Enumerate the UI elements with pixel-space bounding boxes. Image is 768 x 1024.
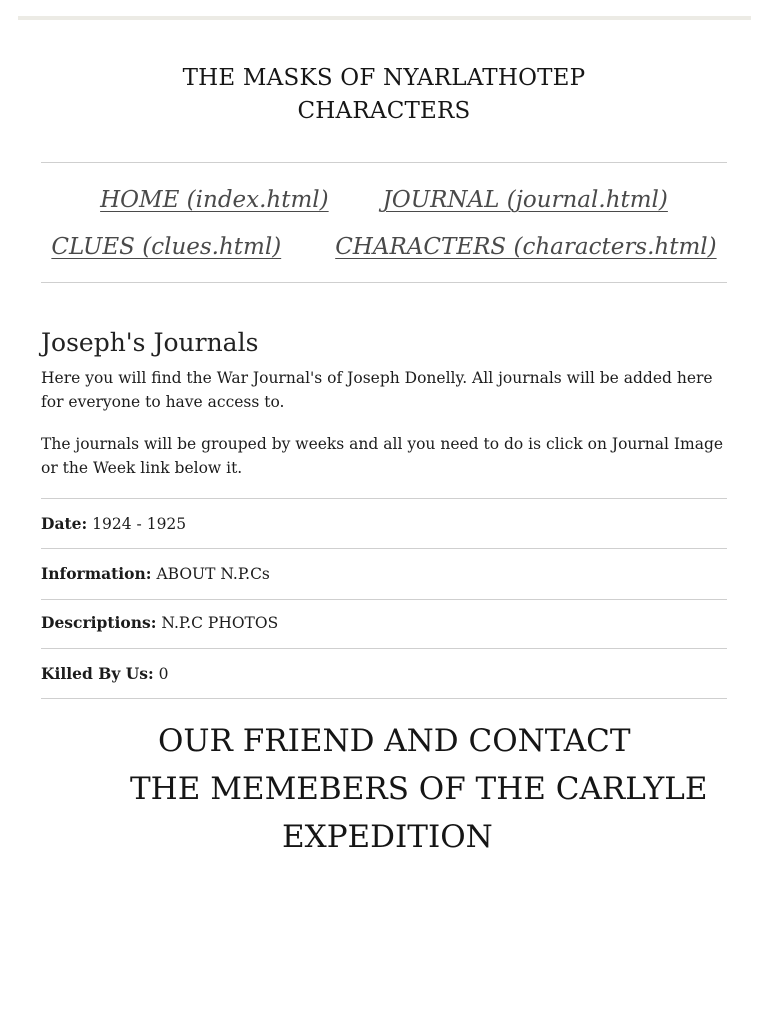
nav-row-2 — [41, 223, 727, 270]
nav-row-1 — [41, 176, 727, 223]
info-value: 0 — [158, 665, 169, 683]
nav-link-home[interactable]: HOME (index.html) — [100, 186, 329, 213]
info-row-descriptions — [41, 612, 727, 634]
info-row-killed — [41, 663, 727, 685]
info-divider-top — [41, 498, 727, 499]
info-divider — [41, 599, 727, 600]
info-row-information — [41, 563, 727, 585]
info-divider — [41, 648, 727, 649]
info-value: ABOUT N.P.Cs — [156, 565, 270, 583]
info-divider-bottom — [41, 698, 727, 699]
site-title-line1: THE MASKS OF NYARLATHOTEP — [182, 65, 586, 91]
big-heading-line3: EXPEDITION — [282, 819, 493, 855]
info-row-date — [41, 513, 727, 535]
info-label: Descriptions: — [41, 613, 157, 632]
top-divider — [18, 16, 751, 20]
site-title — [0, 62, 768, 128]
section-heading: Joseph's Journals — [41, 328, 259, 357]
nav-link-journal[interactable]: JOURNAL (journal.html) — [382, 186, 668, 213]
main-navigation — [41, 176, 727, 270]
info-divider — [41, 548, 727, 549]
info-label: Date: — [41, 514, 88, 533]
info-value: 1924 - 1925 — [92, 515, 187, 533]
info-value: N.P.C PHOTOS — [161, 614, 279, 632]
info-label: Information: — [41, 564, 152, 583]
big-heading-line1: OUR FRIEND AND CONTACT — [158, 723, 631, 759]
instructions-paragraph: The journals will be grouped by weeks and all you need to do is click on Journal Image or the Week link below it. — [41, 435, 724, 477]
nav-top-divider — [41, 162, 727, 163]
nav-link-clues[interactable]: CLUES (clues.html) — [51, 233, 282, 260]
site-title-line2: CHARACTERS — [297, 98, 471, 124]
big-heading-line2: THE MEMEBERS OF THE CARLYLE — [130, 771, 708, 807]
intro-paragraph: Here you will find the War Journal's of Joseph Donelly. All journals will be added here for everyone to have access to. — [41, 369, 713, 411]
info-label: Killed By Us: — [41, 664, 154, 683]
nav-bottom-divider — [41, 282, 727, 283]
nav-link-characters[interactable]: CHARACTERS (characters.html) — [335, 233, 717, 260]
